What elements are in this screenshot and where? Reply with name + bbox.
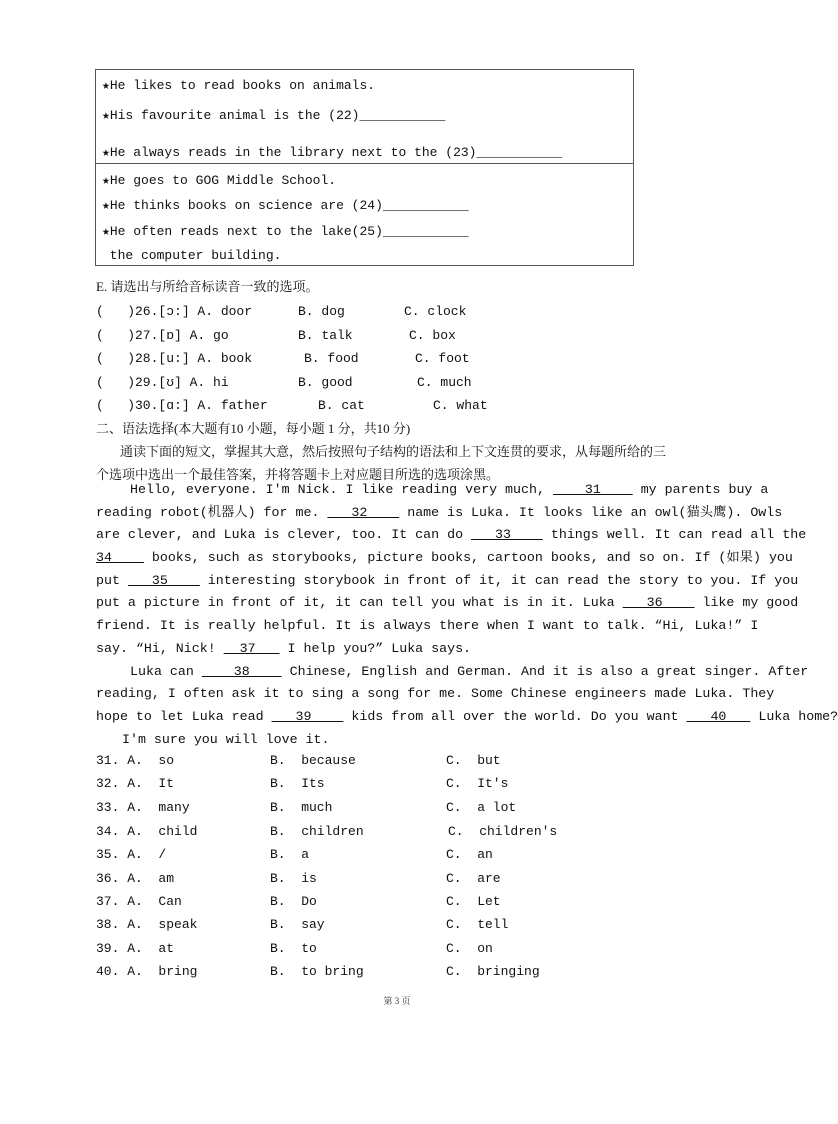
- grammar-instructions-2: 个选项中选出一个最佳答案，并将答题卡上对应题目所选的选项涂黑。: [96, 467, 500, 482]
- phonetic-30-a: ( )30.[ɑ:] A. father: [96, 398, 268, 413]
- option-34-b: B. children: [270, 824, 364, 839]
- info-line-6: ★He often reads next to the lake(25)___________: [102, 224, 469, 239]
- option-38-c: C. tell: [446, 917, 509, 932]
- option-34-a: 34. A. child: [96, 824, 198, 839]
- phonetic-27-b: B. talk: [298, 328, 353, 343]
- info-line-2: ★His favourite animal is the (22)___________: [102, 108, 446, 123]
- option-35-b: B. a: [270, 847, 310, 862]
- cloze-passage: [96, 479, 838, 751]
- option-33-c: C. a lot: [446, 800, 517, 815]
- blank-38: 38: [201, 663, 282, 679]
- passage-line-8: say. “Hi, Nick! 37 I help you?” Luka says.: [96, 640, 472, 656]
- phonetic-27-a: ( )27.[ɒ] A. go: [96, 328, 229, 343]
- passage-line-11: hope to let Luka read 39 kids from all over the world. Do you want 40 Luka home?: [96, 708, 838, 724]
- info-line-4: ★He goes to GOG Middle School.: [102, 173, 337, 188]
- passage-line-9: Luka can 38 Chinese, English and German. And it is also a great singer. After: [130, 663, 809, 679]
- info-line-1: ★He likes to read books on animals.: [102, 78, 376, 93]
- passage-line-1: Hello, everyone. I'm Nick. I like reading very much, 31 my parents buy a: [130, 482, 769, 497]
- option-39-b: B. to: [270, 941, 317, 956]
- option-39-a: 39. A. at: [96, 941, 175, 956]
- option-37-b: B. Do: [270, 894, 317, 909]
- phonetic-26-b: B. dog: [298, 304, 345, 319]
- phonetic-29-c: C. much: [417, 375, 472, 390]
- phonetic-26-a: ( )26.[ɔ:] A. door: [96, 304, 253, 319]
- section-e-title: E. 请选出与所给音标读音一致的选项。: [96, 279, 319, 294]
- phonetic-28-b: B. food: [304, 351, 359, 366]
- option-37-a: 37. A. Can: [96, 894, 182, 909]
- option-36-a: 36. A. am: [96, 871, 175, 886]
- blank-31: 31: [552, 482, 633, 497]
- blank-40: 40: [686, 708, 751, 724]
- passage-line-4: 34 books, such as storybooks, picture books, cartoon books, and so on. If (如果) you: [96, 550, 793, 566]
- option-31-c: C. but: [446, 753, 501, 768]
- passage-line-7: friend. It is really helpful. It is always there when I want to talk. “Hi, Luka!” I: [96, 618, 759, 634]
- option-35-a: 35. A. /: [96, 847, 167, 862]
- blank-33: 33: [471, 527, 543, 543]
- option-33-a: 33. A. many: [96, 800, 190, 815]
- grammar-instructions-1: 通读下面的短文，掌握其大意，然后按照句子结构的语法和上下文连贯的要求，从每题所给的三: [120, 444, 667, 459]
- passage-line-12: I'm sure you will love it.: [122, 731, 330, 747]
- phonetic-27-c: C. box: [409, 328, 456, 343]
- phonetic-26-c: C. clock: [404, 304, 467, 319]
- passage-line-6: put a picture in front of it, it can tell you what is in it. Luka 36 like my good: [96, 595, 799, 611]
- phonetic-30-b: B. cat: [318, 398, 365, 413]
- phonetic-28-c: C. foot: [415, 351, 470, 366]
- passage-line-3: are clever, and Luka is clever, too. It can do 33 things well. It can read all the: [96, 527, 807, 543]
- blank-35: 35: [127, 572, 200, 588]
- option-36-b: B. is: [270, 871, 317, 886]
- option-38-b: B. say: [270, 917, 325, 932]
- blank-32: 32: [327, 504, 400, 520]
- option-31-b: B. because: [270, 753, 356, 768]
- info-line-5: ★He thinks books on science are (24)___________: [102, 198, 469, 213]
- option-39-c: C. on: [446, 941, 493, 956]
- option-32-c: C. It's: [446, 776, 509, 791]
- grammar-section-title: 二、语法选择(本大题有10 小题，每小题 1 分，共10 分): [96, 421, 411, 436]
- option-36-c: C. are: [446, 871, 501, 886]
- phonetic-30-c: C. what: [433, 398, 488, 413]
- page-number: 第 3 页: [383, 996, 411, 1006]
- option-40-c: C. bringing: [446, 964, 540, 979]
- info-line-7: the computer building.: [102, 248, 282, 263]
- blank-37: 37: [223, 640, 280, 656]
- info-line-3: ★He always reads in the library next to the (23)___________: [102, 145, 563, 160]
- passage-line-10: reading, I often ask it to sing a song for me. Some Chinese engineers made Luka. They: [96, 686, 775, 702]
- phonetic-29-a: ( )29.[ʊ] A. hi: [96, 375, 229, 390]
- info-divider: [96, 163, 633, 164]
- option-35-c: C. an: [446, 847, 493, 862]
- option-34-c: C. children's: [448, 824, 558, 839]
- option-32-b: B. Its: [270, 776, 325, 791]
- option-31-a: 31. A. so: [96, 753, 175, 768]
- option-40-a: 40. A. bring: [96, 964, 198, 979]
- option-33-b: B. much: [270, 800, 333, 815]
- option-32-a: 32. A. It: [96, 776, 175, 791]
- phonetic-29-b: B. good: [298, 375, 353, 390]
- option-38-a: 38. A. speak: [96, 917, 198, 932]
- passage-line-2: reading robot(机器人) for me. 32 name is Luka. It looks like an owl(猫头鹰). Owls: [96, 504, 783, 520]
- option-37-c: C. Let: [446, 894, 501, 909]
- info-box: [95, 69, 634, 266]
- passage-line-5: put 35 interesting storybook in front of it, it can read the story to you. If you: [96, 572, 799, 588]
- blank-36: 36: [622, 595, 695, 611]
- blank-39: 39: [271, 708, 344, 724]
- phonetic-28-a: ( )28.[u:] A. book: [96, 351, 253, 366]
- option-40-b: B. to bring: [270, 964, 364, 979]
- blank-34: 34: [96, 550, 144, 566]
